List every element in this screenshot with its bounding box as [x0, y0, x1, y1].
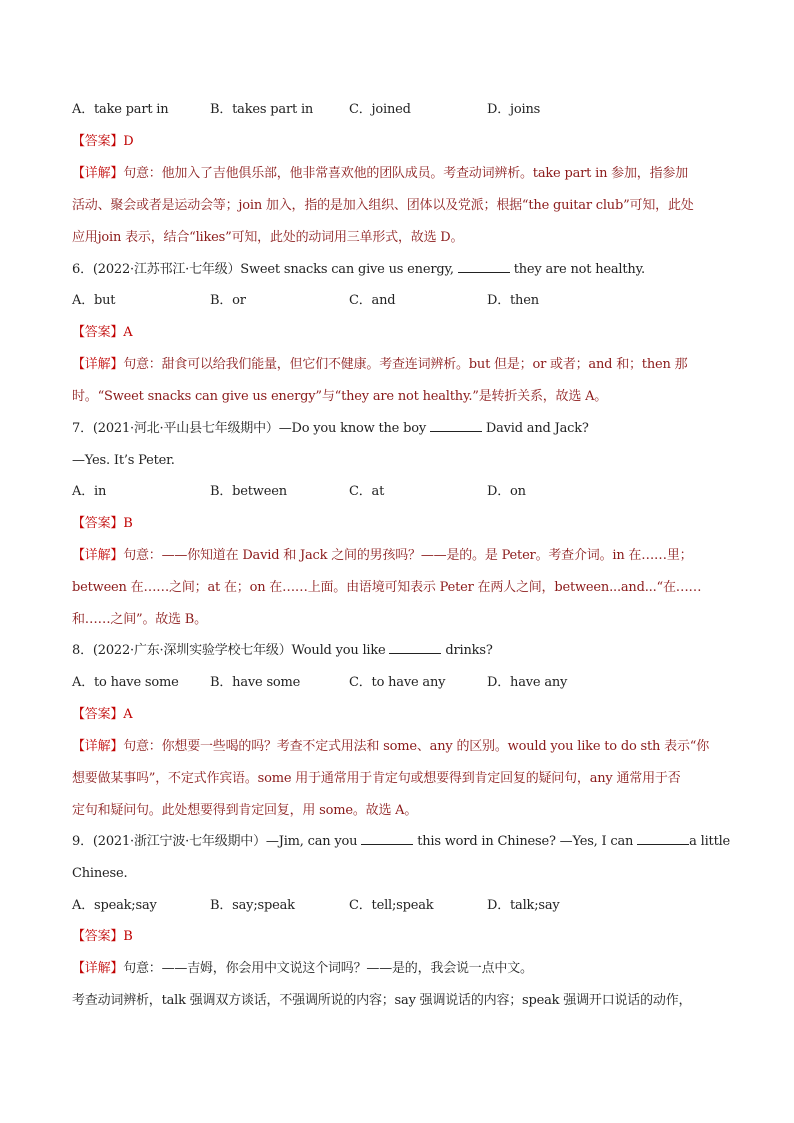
- q9-stem-suffix: a little: [689, 834, 731, 849]
- detail-text: 句意：他加入了吉他俱乐部，他非常喜欢他的团队成员。考查动词辨析。take part in 参加，指参加: [123, 166, 688, 181]
- q7-option-c: C．at: [349, 484, 385, 499]
- q7-stem: [72, 419, 732, 439]
- q7-answer: [72, 514, 732, 534]
- detail-tag: 【详解】: [72, 357, 124, 372]
- q9-answer: [72, 927, 732, 947]
- detail-text: 句意：甜食可以给我们能量，但它们不健康。考查连词辨析。but 但是；or 或者；and 和；then 那: [123, 357, 688, 372]
- answer-value: A: [123, 707, 133, 722]
- q7-detail-line-1: [72, 546, 732, 566]
- q9-option-a: A．speak;say: [72, 898, 157, 913]
- q6-option-b: B．or: [210, 293, 246, 308]
- q8-option-a: A．to have some: [72, 675, 179, 690]
- detail-text: 句意：——吉姆，你会用中文说这个词吗？——是的，我会说一点中文。: [123, 961, 533, 976]
- q9-detail-line-2: 考查动词辨析，talk 强调双方谈话，不强调所说的内容；say 强调说话的内容；speak 强调开口说话的动作，: [72, 993, 692, 1008]
- q5-detail-line-3: 应用join 表示，结合“likes”可知，此处的动词用三单形式，故选 D。: [72, 230, 464, 245]
- q8-option-c: C．to have any: [349, 675, 446, 690]
- answer-tag: 【答案】: [72, 134, 124, 149]
- answer-tag: 【答案】: [72, 929, 124, 944]
- answer-tag: 【答案】: [72, 516, 124, 531]
- q6-detail-line-1: [72, 355, 732, 375]
- q5-option-d: D．joins: [487, 102, 541, 117]
- detail-text: 句意：——你知道在 David 和 Jack 之间的男孩吗？——是的。是 Peter。考查介词。in 在……里；: [123, 548, 693, 563]
- q7-stem-suffix: David and Jack?: [481, 421, 589, 436]
- answer-tag: 【答案】: [72, 707, 124, 722]
- q7-option-a: A．in: [72, 484, 107, 499]
- detail-tag: 【详解】: [72, 961, 124, 976]
- q8-detail-line-1: [72, 737, 732, 757]
- q8-stem-suffix: drinks?: [441, 643, 493, 658]
- q7-stem-prefix: 7．(2021·河北·平山县七年级期中）—Do you know the boy: [72, 421, 430, 436]
- q9-option-d: D．talk;say: [487, 898, 560, 913]
- q8-blank: [389, 641, 441, 654]
- q6-stem-suffix: they are not healthy.: [509, 262, 645, 277]
- q6-option-c: C．and: [349, 293, 396, 308]
- q5-option-c: C．joined: [349, 102, 411, 117]
- q6-answer: [72, 323, 732, 343]
- q8-detail-line-2: 想要做某事吗”，不定式作宾语。some 用于通常用于肯定句或想要得到肯定回复的疑问句，any 通常用于否: [72, 771, 681, 786]
- q9-stem-mid: this word in Chinese? —Yes, I can: [413, 834, 638, 849]
- answer-value: A: [123, 325, 133, 340]
- q8-detail-line-3: 定句和疑问句。此处想要得到肯定回复，用 some。故选 A。: [72, 803, 418, 818]
- q6-blank: [458, 260, 510, 273]
- q8-stem: [72, 641, 732, 661]
- answer-value: B: [123, 516, 133, 531]
- q7-detail-line-2: between 在……之间；at 在；on 在……上面。由语境可知表示 Peter 在两人之间，between...and...“在……: [72, 580, 702, 595]
- detail-tag: 【详解】: [72, 739, 124, 754]
- q8-stem-prefix: 8．(2022·广东·深圳实验学校七年级）Would you like: [72, 643, 390, 658]
- answer-tag: 【答案】: [72, 325, 124, 340]
- q5-answer: [72, 132, 732, 152]
- q7-stem-line-2: —Yes. It’s Peter.: [72, 453, 175, 468]
- q9-option-c: C．tell;speak: [349, 898, 434, 913]
- q7-detail-line-3: 和……之间”。故选 B。: [72, 612, 207, 627]
- q8-answer: [72, 705, 732, 725]
- q5-detail-line-2: 活动、聚会或者是运动会等；join 加入，指的是加入组织、团体以及党派；根据“the guitar club”可知，此处: [72, 198, 694, 213]
- q5-option-b: B．takes part in: [210, 102, 314, 117]
- q8-option-d: D．have any: [487, 675, 568, 690]
- answer-value: B: [123, 929, 133, 944]
- q8-option-b: B．have some: [210, 675, 301, 690]
- q6-option-a: A．but: [72, 293, 116, 308]
- q9-blank-2: [637, 832, 689, 845]
- q7-blank: [430, 419, 482, 432]
- q9-option-b: B．say;speak: [210, 898, 295, 913]
- detail-tag: 【详解】: [72, 166, 124, 181]
- q6-stem: [72, 260, 732, 280]
- detail-tag: 【详解】: [72, 548, 124, 563]
- q6-option-d: D．then: [487, 293, 539, 308]
- q7-option-d: D．on: [487, 484, 526, 499]
- q6-detail-line-2: 时。“Sweet snacks can give us energy”与“they are not healthy.”是转折关系，故选 A。: [72, 389, 608, 404]
- detail-text: 句意：你想要一些喝的吗？考查不定式用法和 some、any 的区别。would you like to do sth 表示“你: [123, 739, 709, 754]
- q9-stem: [72, 832, 732, 852]
- q9-blank-1: [361, 832, 413, 845]
- q9-detail-line-1: [72, 959, 732, 979]
- q9-stem-line-2: Chinese.: [72, 866, 128, 881]
- q9-stem-prefix: 9．(2021·浙江宁波·七年级期中）—Jim, can you: [72, 834, 362, 849]
- answer-value: D: [123, 134, 134, 149]
- q7-option-b: B．between: [210, 484, 287, 499]
- q5-option-a: A．take part in: [72, 102, 169, 117]
- q5-detail-line-1: [72, 164, 732, 184]
- q6-stem-prefix: 6．(2022·江苏邗江·七年级）Sweet snacks can give us energy,: [72, 262, 458, 277]
